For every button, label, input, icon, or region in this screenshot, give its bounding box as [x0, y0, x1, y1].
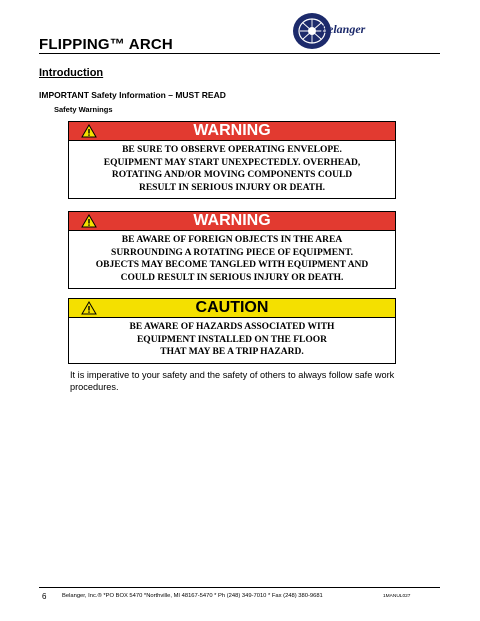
sign-line: SURROUNDING A ROTATING PIECE OF EQUIPMENT. [111, 247, 353, 258]
header-divider [39, 53, 440, 54]
warning-header [69, 212, 395, 231]
logo-wordmark: Belanger [320, 22, 366, 36]
caution-header [69, 299, 395, 318]
sign-line: RESULT IN SERIOUS INJURY OR DEATH. [138, 182, 326, 193]
sign-line: EQUIPMENT INSTALLED ON THE FLOOR [136, 334, 328, 345]
document-title: FLIPPING™ ARCH [39, 36, 173, 53]
footer-divider [39, 587, 440, 588]
sign-message [69, 231, 395, 288]
footer-contact: Belanger, Inc.® *PO BOX 5470 *Northville, MI 48167-5470 * Ph (248) 349-7010 * Fax (248) 380-9681 [62, 593, 323, 599]
sign-line: BE AWARE OF FOREIGN OBJECTS IN THE AREA [121, 235, 343, 245]
sign-line: THAT MAY BE A TRIP HAZARD. [160, 347, 304, 357]
safety-warnings-heading: Safety Warnings [54, 105, 113, 114]
sign-line: BE AWARE OF HAZARDS ASSOCIATED WITH [129, 322, 335, 332]
signal-word: WARNING [193, 212, 271, 229]
signal-word: CAUTION [195, 299, 269, 316]
sign-line: ROTATING AND/OR MOVING COMPONENTS COULD [111, 170, 353, 180]
warning-header [69, 122, 395, 141]
page-number: 6 [42, 592, 47, 601]
sign-line: COULD RESULT IN SERIOUS INJURY OR DEATH. [120, 272, 344, 283]
safety-paragraph: It is imperative to your safety and the safety of others to always follow safe work procedures. [70, 370, 395, 392]
sign-line: BE SURE TO OBSERVE OPERATING ENVELOPE. [122, 145, 342, 155]
section-heading: Introduction [39, 67, 104, 79]
signal-word: WARNING [193, 122, 271, 139]
warning-sign-1 [68, 121, 396, 199]
sign-line: OBJECTS MAY BECOME TANGLED WITH EQUIPMENT AND [95, 260, 369, 270]
warning-sign-2 [68, 211, 396, 289]
sign-message [69, 141, 395, 198]
sign-line: EQUIPMENT MAY START UNEXPECTEDLY. OVERHEAD, [103, 157, 361, 168]
document-code: 1MANUL027 [383, 594, 411, 599]
sign-message [69, 318, 395, 363]
important-notice: IMPORTANT Safety Information – MUST READ [39, 90, 226, 100]
caution-sign [68, 298, 396, 364]
